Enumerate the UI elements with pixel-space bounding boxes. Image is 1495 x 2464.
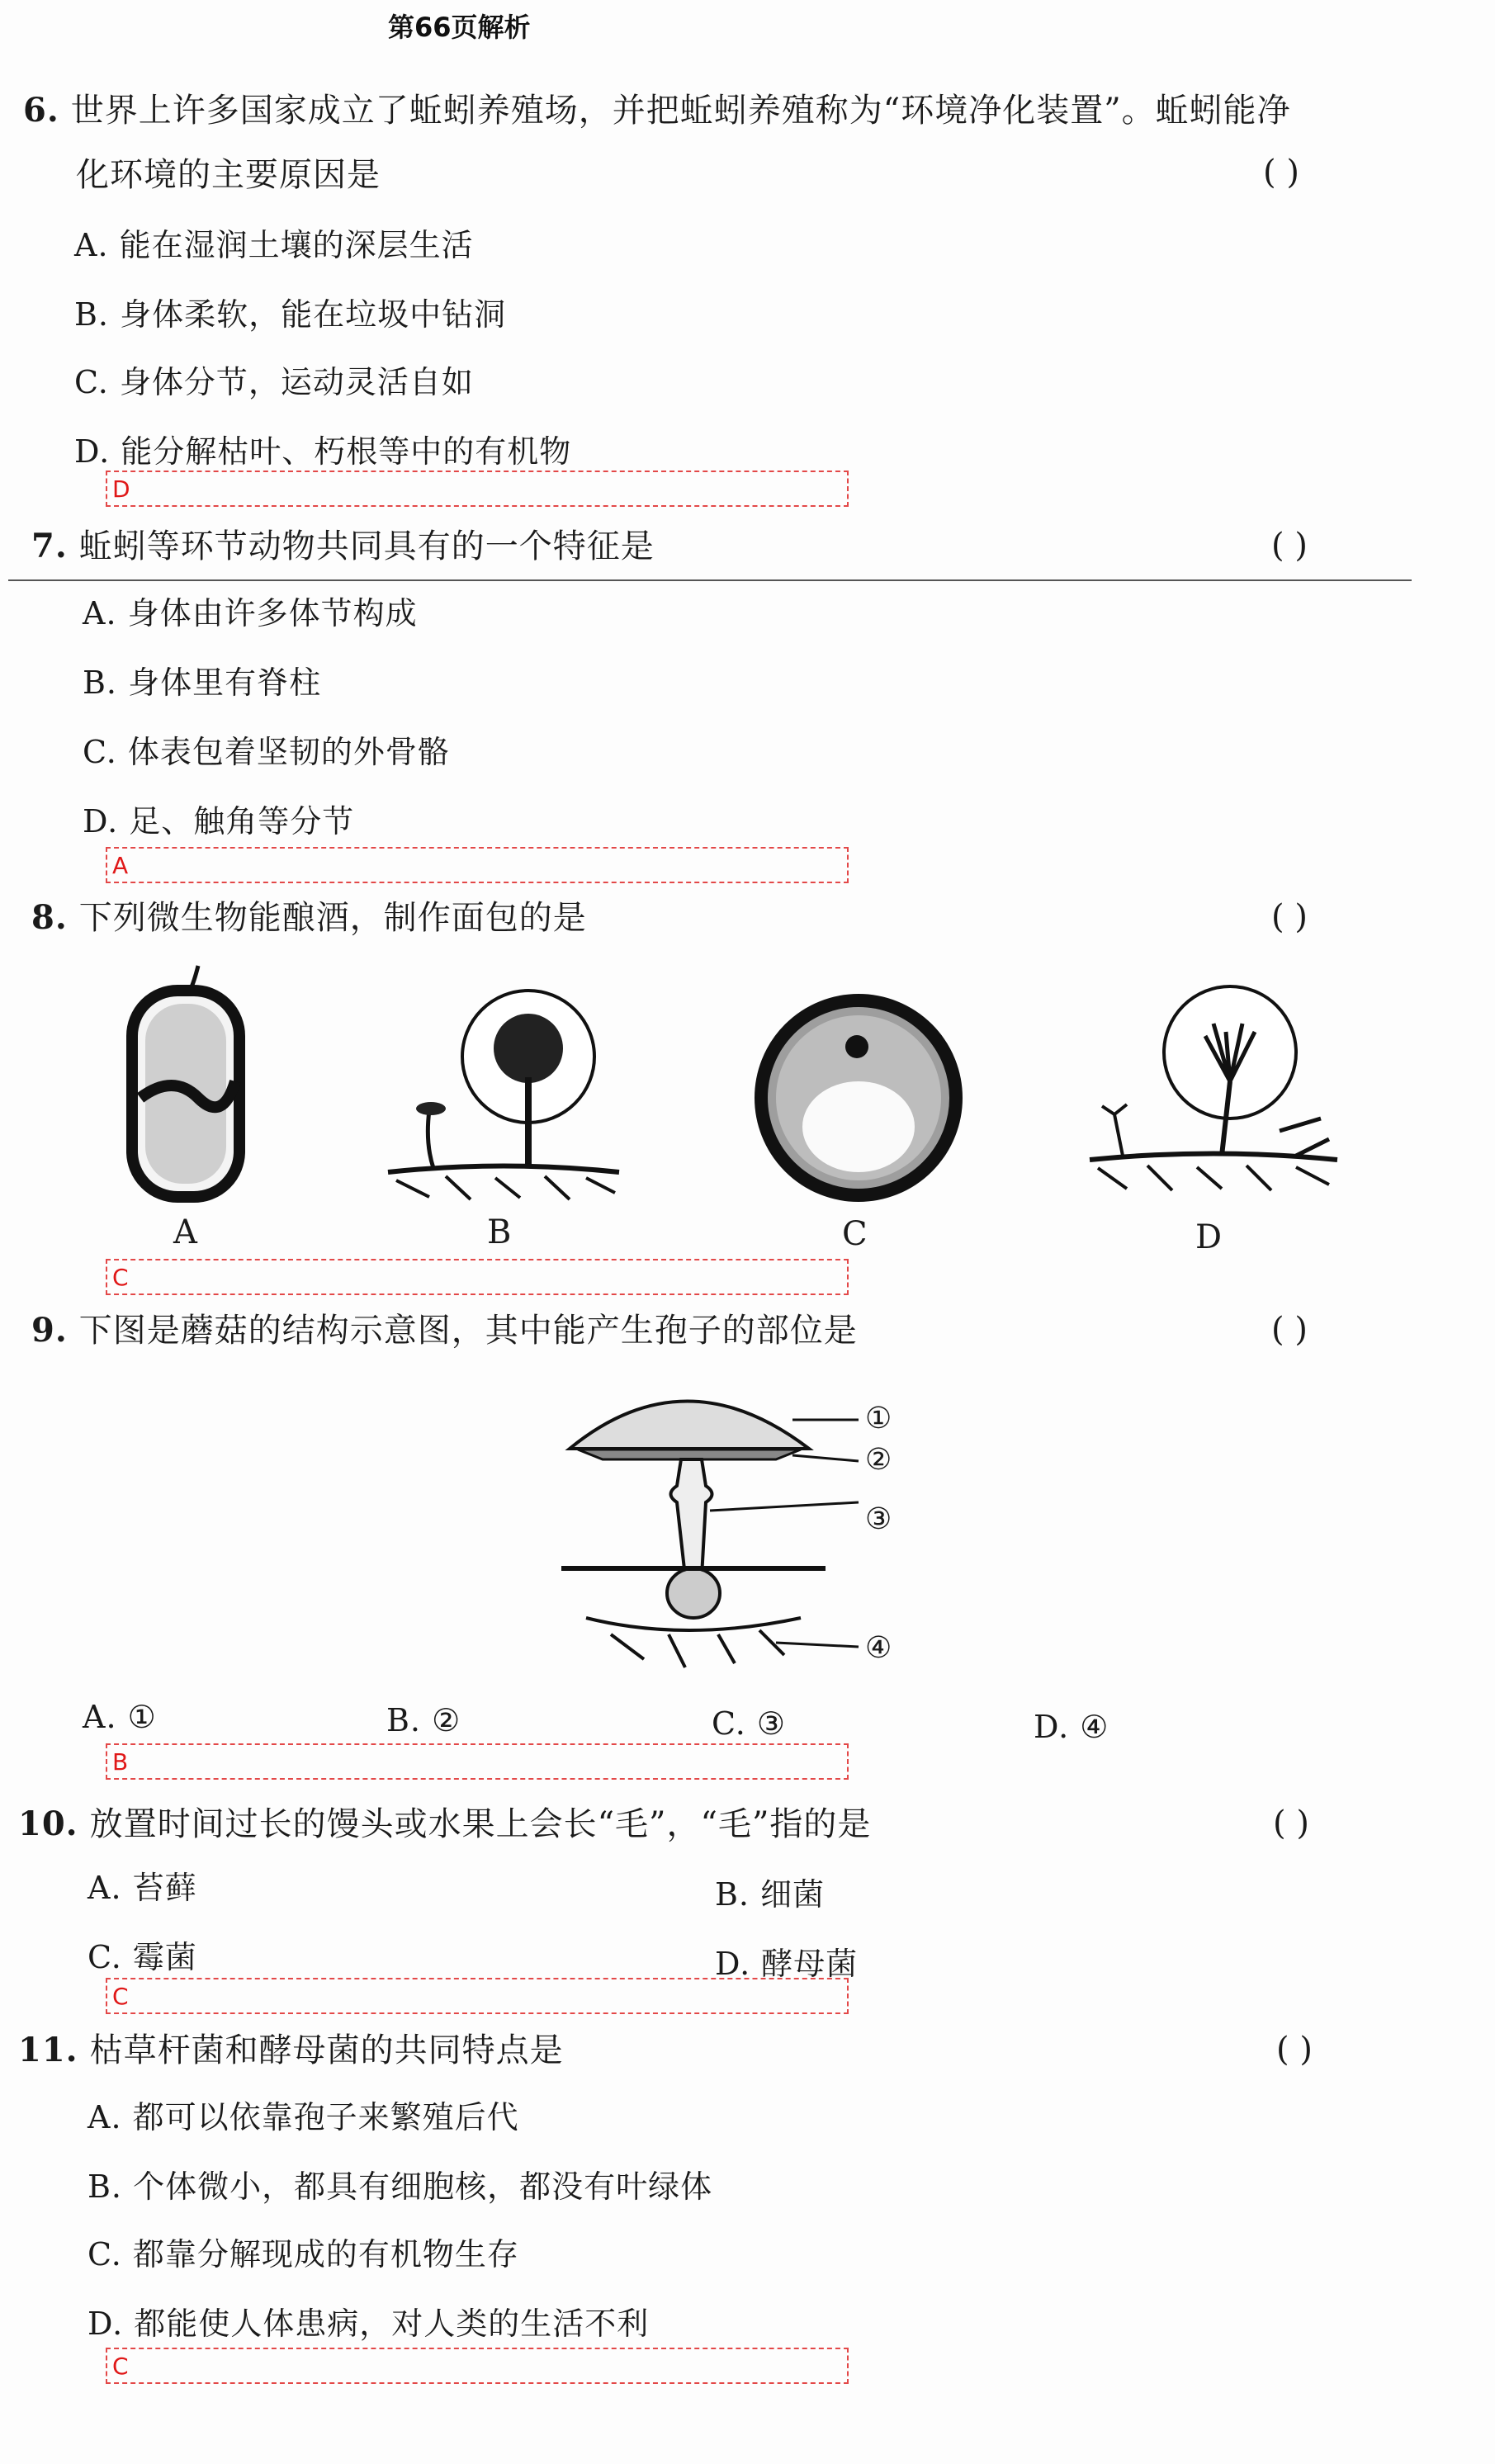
question-number: 8. bbox=[31, 898, 68, 937]
answer-paren: ( ) bbox=[1263, 154, 1299, 192]
answer-box bbox=[106, 1978, 849, 2014]
answer-text: C bbox=[112, 2353, 129, 2380]
question-stem bbox=[31, 1304, 858, 1351]
stem-text: 下图是蘑菇的结构示意图，其中能产生孢子的部位是 bbox=[78, 1312, 858, 1350]
option-d: D. 酵母菌 bbox=[715, 1946, 859, 1982]
question-number: 7. bbox=[31, 527, 68, 565]
option-d: D. ④ bbox=[1034, 1709, 1109, 1745]
option-a: A. 身体由许多体节构成 bbox=[83, 595, 418, 631]
answer-text: D bbox=[112, 475, 130, 503]
stem-continuation: 化环境的主要原因是 bbox=[76, 156, 381, 194]
answer-text: C bbox=[112, 1264, 129, 1291]
question-stem bbox=[18, 2024, 564, 2071]
answer-box bbox=[106, 847, 849, 883]
divider-line bbox=[8, 579, 1412, 581]
figure-label-d: D bbox=[1195, 1218, 1223, 1256]
page-title: 第66页解析 bbox=[388, 12, 531, 43]
option-b: B. 身体柔软，能在垃圾中钻洞 bbox=[74, 296, 507, 333]
option-c: C. 都靠分解现成的有机物生存 bbox=[88, 2236, 519, 2272]
question-number: 9. bbox=[31, 1311, 68, 1350]
part-label-2: ② bbox=[865, 1443, 892, 1477]
stem-text: 蚯蚓等环节动物共同具有的一个特征是 bbox=[78, 527, 655, 565]
part-label-3: ③ bbox=[865, 1502, 892, 1536]
option-c: C. 体表包着坚韧的外骨骼 bbox=[83, 734, 450, 770]
answer-box bbox=[106, 471, 849, 507]
stem-text: 放置时间过长的馒头或水果上会长“毛”，“毛”指的是 bbox=[89, 1805, 872, 1843]
mould-hyphae-illustration bbox=[1081, 982, 1346, 1213]
option-b: B. 细菌 bbox=[715, 1876, 826, 1913]
option-a: A. ① bbox=[83, 1699, 157, 1735]
stem-text: 下列微生物能酿酒，制作面包的是 bbox=[78, 899, 587, 937]
option-b: B. 身体里有脊柱 bbox=[83, 664, 322, 701]
option-b: B. ② bbox=[386, 1702, 461, 1738]
question-stem bbox=[31, 891, 587, 939]
answer-box bbox=[106, 1743, 849, 1780]
answer-paren: ( ) bbox=[1271, 1311, 1308, 1349]
question-stem bbox=[31, 520, 655, 567]
question-stem bbox=[23, 84, 1291, 131]
bacterium-illustration bbox=[116, 958, 256, 1205]
option-a: A. 苔藓 bbox=[88, 1870, 197, 1906]
option-a: A. 都可以依靠孢子来繁殖后代 bbox=[88, 2099, 519, 2135]
question-stem bbox=[18, 1798, 871, 1845]
answer-text: B bbox=[112, 1748, 129, 1776]
option-c: C. 霉菌 bbox=[88, 1939, 197, 1975]
answer-box bbox=[106, 1259, 849, 1295]
option-d: D. 都能使人体患病，对人类的生活不利 bbox=[88, 2306, 650, 2342]
part-label-1: ① bbox=[865, 1402, 892, 1435]
option-c: C. 身体分节，运动灵活自如 bbox=[74, 364, 474, 400]
answer-paren: ( ) bbox=[1271, 898, 1308, 936]
answer-paren: ( ) bbox=[1276, 2031, 1313, 2069]
figure-label-a: A bbox=[173, 1213, 197, 1251]
option-b: B. 个体微小，都具有细胞核，都没有叶绿体 bbox=[88, 2168, 713, 2205]
stem-text: 世界上许多国家成立了蚯蚓养殖场，并把蚯蚓养殖称为“环境净化装置”。蚯蚓能净 bbox=[70, 92, 1291, 130]
yeast-illustration bbox=[751, 991, 966, 1205]
part-label-4: ④ bbox=[865, 1631, 892, 1665]
stem-text: 枯草杆菌和酵母菌的共同特点是 bbox=[89, 2031, 564, 2069]
figure-label-c: C bbox=[842, 1215, 868, 1253]
option-d: D. 能分解枯叶、朽根等中的有机物 bbox=[74, 433, 572, 470]
answer-text: A bbox=[112, 852, 129, 879]
option-d: D. 足、触角等分节 bbox=[83, 803, 355, 839]
answer-box bbox=[106, 2348, 849, 2384]
answer-text: C bbox=[112, 1983, 129, 2010]
answer-paren: ( ) bbox=[1271, 527, 1308, 565]
mould-illustration bbox=[380, 986, 627, 1201]
question-number: 11. bbox=[18, 2031, 78, 2069]
mushroom-illustration bbox=[561, 1370, 908, 1684]
option-a: A. 能在湿润土壤的深层生活 bbox=[74, 227, 474, 263]
option-c: C. ③ bbox=[712, 1705, 786, 1742]
question-number: 10. bbox=[18, 1804, 78, 1843]
figure-label-b: B bbox=[487, 1213, 512, 1251]
question-number: 6. bbox=[23, 91, 59, 130]
answer-paren: ( ) bbox=[1273, 1804, 1309, 1842]
